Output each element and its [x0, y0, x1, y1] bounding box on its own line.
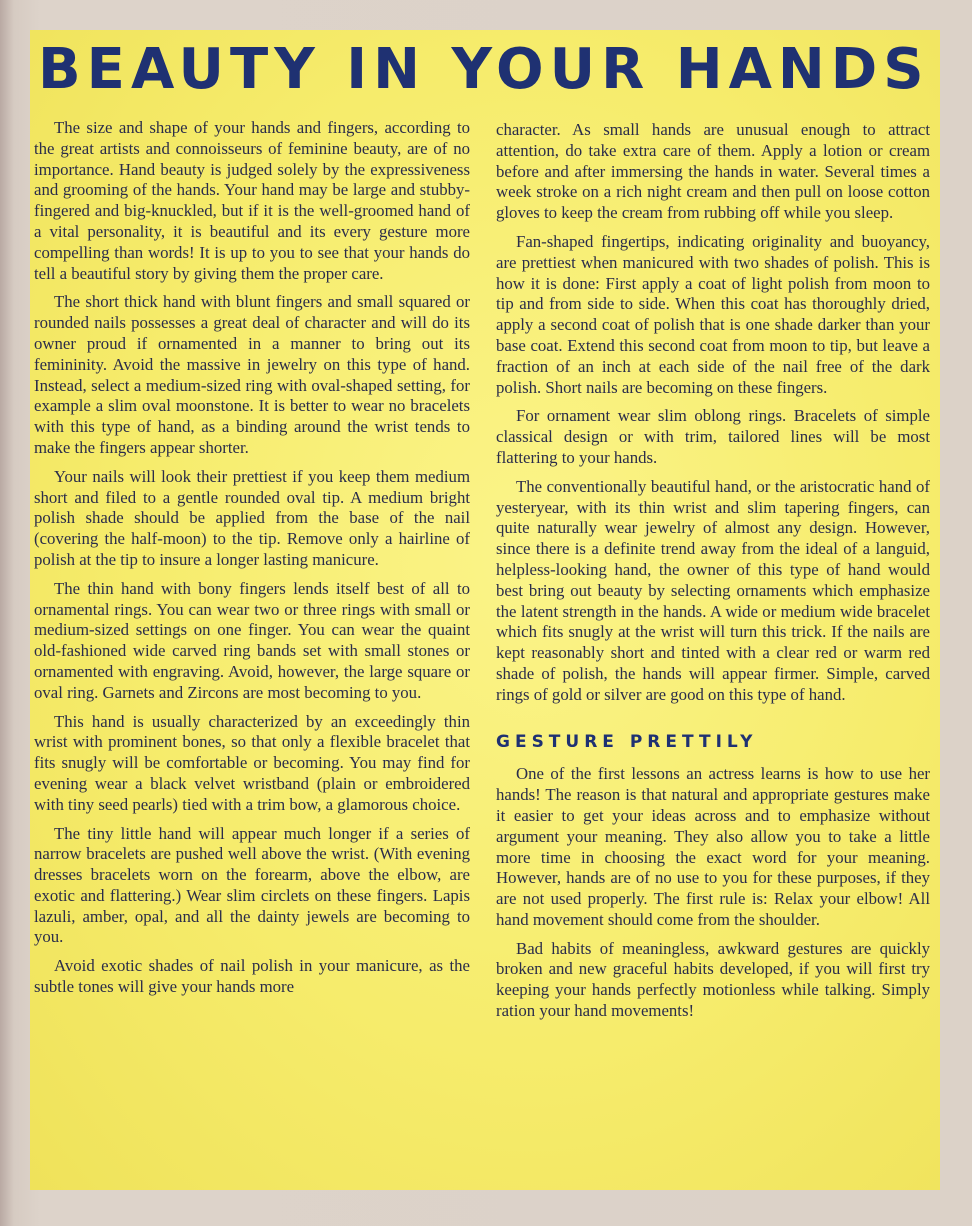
paragraph: For ornament wear slim oblong rings. Bracelets of simple classical design or with trim, tailored lines will be most flattering to your hands.	[496, 406, 930, 467]
article-title: BEAUTY IN YOUR HANDS	[38, 37, 930, 102]
paragraph: Your nails will look their prettiest if you keep them medium short and filed to a gentle rounded oval tip. A medium bright polish shade should be applied from the base of the nail (covering the half-moon) to the tip. Remove only a hairline of polish at the tip to insure a longer lasting manicure.	[34, 466, 470, 569]
paragraph: Bad habits of meaningless, awkward gestures are quickly broken and new graceful habits developed, if you will first try keeping your hands perfectly motionless while talking. Simply ration your hand movements!	[496, 938, 930, 1021]
paragraph: This hand is usually characterized by an exceedingly thin wrist with prominent bones, so that only a flexible bracelet that fits snugly will be comfortable or becoming. You may find for evening wear a black velvet wristband (plain or embroidered with tiny seed pearls) tied with a trim bow, a glamorous choice.	[34, 711, 470, 814]
paragraph: Avoid exotic shades of nail polish in your manicure, as the subtle tones will give your hands more	[34, 956, 470, 997]
paragraph: character. As small hands are unusual enough to attract attention, do take extra care of them. Apply a lotion or cream before and after immersing the hands in water. Several times a week stroke on a rich night cream and then pull on loose cotton gloves to keep the cream from rubbing off while you sleep.	[496, 120, 930, 223]
right-column	[496, 120, 930, 1030]
paragraph: Fan-shaped fingertips, indicating originality and buoyancy, are prettiest when manicured with two shades of polish. This is how it is done: First apply a coat of light polish from moon to tip and from side to side. When this coat has thoroughly dried, apply a second coat of polish that is one shade darker than your base coat. Extend this second coat from moon to tip, but leave a fraction of an inch at each side of the nail free of the dark polish. Short nails are becoming on these fingers.	[496, 231, 930, 397]
paragraph: One of the first lessons an actress learns is how to use her hands! The reason is that natural and appropriate gestures make it easier to get your ideas across and to emphasize without argument your meaning. They also allow you to take a little more time in choosing the exact word for your meaning. However, hands are of no use to you for these purposes, if they are not used properly. The first rule is: Relax your elbow! All hand movement should come from the shoulder.	[496, 764, 930, 929]
left-column	[34, 118, 470, 1006]
paragraph: The short thick hand with blunt fingers and small squared or rounded nails possesses a great deal of character and will do its owner proud if ornamented in a manner to bring out its femininity. Avoid the massive in jewelry on this type of hand. Instead, select a medium-sized ring with oval-shaped setting, for example a slim oval moonstone. It is better to wear no bracelets with this type of hand, as a binding around the wrist tends to make the fingers appear shorter.	[34, 292, 470, 457]
paragraph: The tiny little hand will appear much longer if a series of narrow bracelets are pushed well above the wrist. (With evening dresses bracelets worn on the forearm, above the elbow, are exotic and flattering.) Wear slim circlets on these fingers. Lapis lazuli, amber, opal, and all the dainty jewels are becoming to you.	[34, 823, 470, 947]
paragraph: The thin hand with bony fingers lends itself best of all to ornamental rings. You can wear two or three rings with small or medium-sized settings on one finger. You can wear the quaint old-fashioned wide carved ring bands set with small stones or ornamented with engraving. Avoid, however, the large square or oval ring. Garnets and Zircons are most becoming to you.	[34, 578, 470, 702]
paragraph: The conventionally beautiful hand, or the aristocratic hand of yesteryear, with its thin wrist and slim tapering fingers, can quite naturally wear jewelry of almost any design. However, since there is a definite trend away from the ideal of a languid, helpless-looking hand, the owner of this type of hand would best bring out beauty by selecting ornaments which emphasize the latent strength in the hands. A wide or medium wide bracelet which fits snugly at the wrist will turn this trick. If the nails are kept reasonably short and tinted with a clear red or warm red shade of polish, the hands will appear firmer. Simple, carved rings of gold or silver are good on this type of hand.	[496, 476, 930, 704]
section-heading: GESTURE PRETTILY	[496, 731, 758, 752]
paragraph: The size and shape of your hands and fingers, according to the great artists and connoisseurs of feminine beauty, are of no importance. Hand beauty is judged solely by the expressiveness and grooming of the hands. Your hand may be large and stubby-fingered and big-knuckled, but if it is the well-groomed hand of a vital personality, it is beautiful and its every gesture more compelling than words! It is up to you to see that your hands do tell a beautiful story by giving them the proper care.	[34, 118, 470, 283]
article-panel	[30, 30, 940, 1190]
